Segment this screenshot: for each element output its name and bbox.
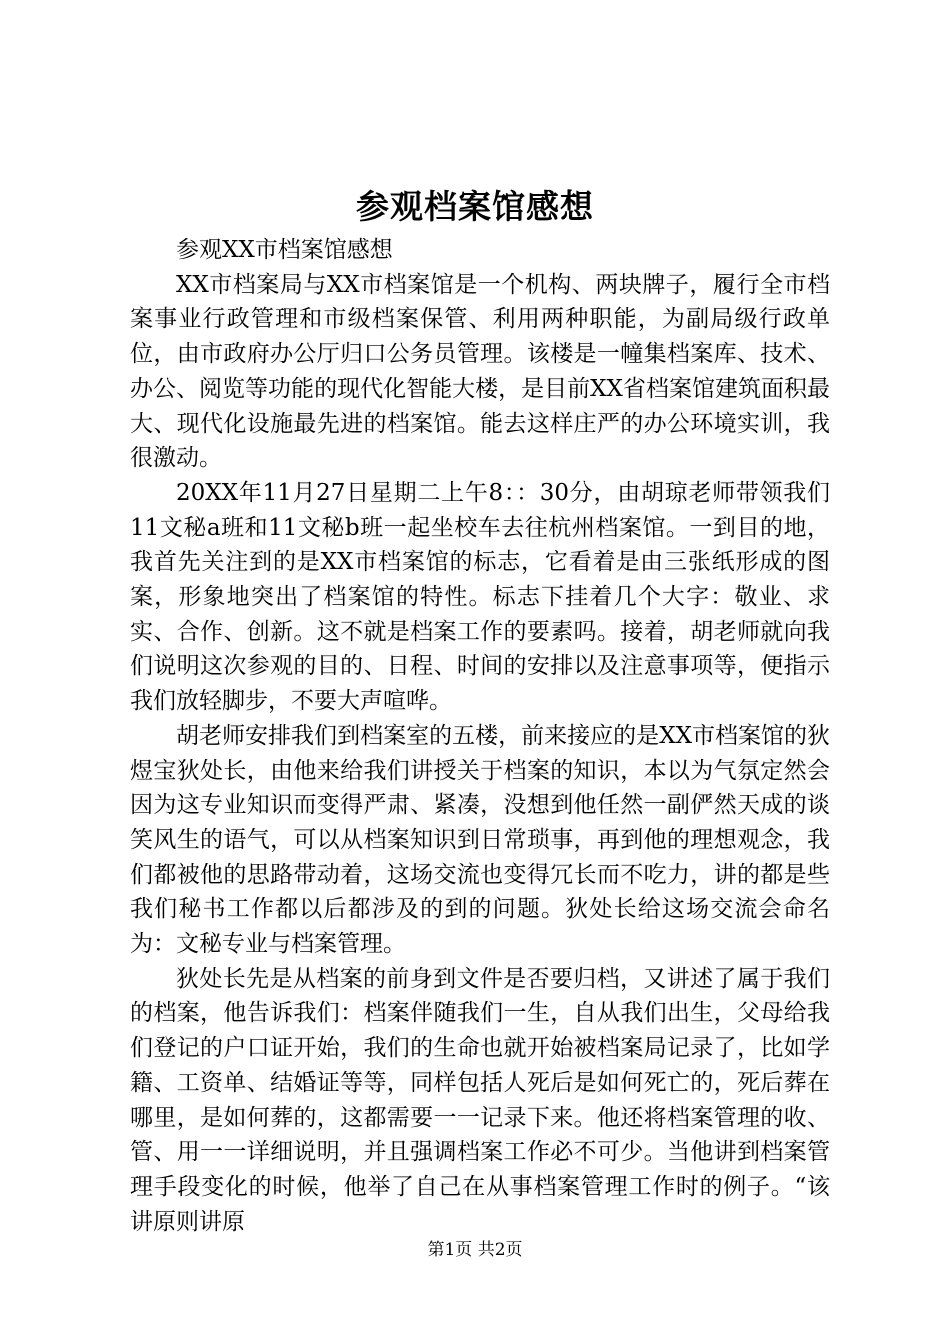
document-title: 参观档案馆感想	[356, 187, 594, 226]
paragraph-3: 胡老师安排我们到档案室的五楼，前来接应的是XX市档案馆的狄煜宝狄处长，由他来给我们讲授关于档案的知识，本以为气氛定然会因为这专业知识而变得严肃、紧凑，没想到他任然一副俨然天成的谈笑风生的语气，可以从档案知识到日常琐事，再到他的理想观念，我们都被他的思路带动着，这场交流也变得冗长而不吃力，讲的都是些我们秘书工作都以后都涉及的到的问题。狄处长给这场交流会命名为：文秘专业与档案管理。	[130, 722, 830, 958]
page-number-footer: 第1页 共2页	[427, 1240, 523, 1260]
paragraph-2: 20XX年11月27日星期二上午8：：30分，由胡琼老师带领我们11文秘a班和11文秘b班一起坐校车去往杭州档案馆。一到目的地，我首先关注到的是XX市档案馆的标志，它看着是由三张纸形成的图案，形象地突出了档案馆的特性。标志下挂着几个大字：敬业、求实、合作、创新。这不就是档案工作的要素吗。接着，胡老师就向我们说明这次参观的目的、日程、时间的安排以及注意事项等，便指示我们放轻脚步，不要大声喧哗。	[130, 479, 830, 715]
paragraph-1: XX市档案局与XX市档案馆是一个机构、两块牌子，履行全市档案事业行政管理和市级档案保管、利用两种职能，为副局级行政单位，由市政府办公厅归口公务员管理。该楼是一幢集档案库、技术、办公、阅览等功能的现代化智能大楼，是目前XX省档案馆建筑面积最大、现代化设施最先进的档案馆。能去这样庄严的办公环境实训，我很激动。	[130, 271, 830, 472]
paragraph-4: 狄处长先是从档案的前身到文件是否要归档，又讲述了属于我们的档案，他告诉我们：档案伴随我们一生，自从我们出生，父母给我们登记的户口证开始，我们的生命也就开始被档案局记录了，比如学籍、工资单、结婚证等等，同样包括人死后是如何死亡的，死后葬在哪里，是如何葬的，这都需要一一记录下来。他还将档案管理的收、管、用一一详细说明，并且强调档案工作必不可少。当他讲到档案管理手段变化的时候，他举了自己在从事档案管理工作时的例子。“该讲原则讲原	[130, 965, 830, 1235]
document-subtitle: 参观XX市档案馆感想	[176, 237, 393, 263]
document-body	[130, 233, 830, 1239]
